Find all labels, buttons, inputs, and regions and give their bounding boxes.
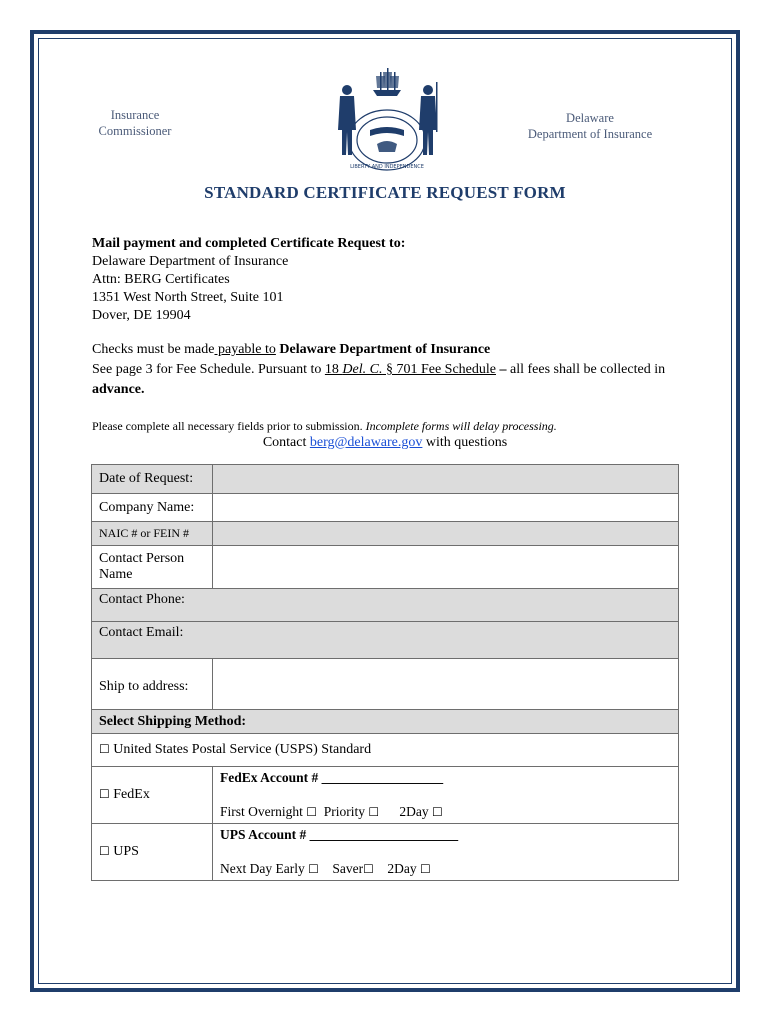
ups-next-day-early-checkbox[interactable]: ☐ xyxy=(308,862,319,876)
fedex-checkbox[interactable]: ☐ xyxy=(99,787,110,801)
payment-instructions xyxy=(92,340,692,400)
statute-citation xyxy=(325,362,496,377)
fedex-2day-label: 2Day xyxy=(399,804,429,819)
contact-person-field[interactable] xyxy=(213,546,679,589)
statute-number: 18 xyxy=(324,362,343,377)
company-label: Company Name: xyxy=(92,494,213,522)
advance-text: advance. xyxy=(92,382,145,397)
fedex-priority-label: Priority xyxy=(323,804,366,819)
fedex-account[interactable]: FedEx Account # __________________ xyxy=(220,770,444,785)
header-left-line2: Commissioner xyxy=(98,124,172,138)
fees-text: all fees shall be collected in xyxy=(506,362,666,377)
ups-2day-checkbox[interactable]: ☐ xyxy=(420,862,431,876)
fedex-2day-checkbox[interactable]: ☐ xyxy=(432,805,443,819)
date-label: Date of Request: xyxy=(92,465,213,494)
delaware-seal-icon xyxy=(325,60,450,175)
seal-motto: LIBERTY AND INDEPENDENCE xyxy=(350,164,424,170)
submission-note xyxy=(92,419,557,434)
ups-label: UPS xyxy=(113,844,139,859)
contact-prefix: Contact xyxy=(262,435,310,450)
contact-line xyxy=(0,435,770,451)
fedex-service-options xyxy=(220,804,671,820)
contact-person-label: Contact Person Name xyxy=(92,546,213,589)
dash: – xyxy=(495,362,507,377)
ups-saver-checkbox[interactable]: ☐ xyxy=(363,862,374,876)
mailing-heading: Mail payment and completed Certificate Request to: xyxy=(92,236,406,251)
request-form-table xyxy=(91,464,679,881)
mailing-line1: Delaware Department of Insurance xyxy=(92,254,289,269)
ship-address-field[interactable] xyxy=(213,659,679,710)
header-right-line2: Department of Insurance xyxy=(527,127,653,141)
ups-2day-label: 2Day xyxy=(387,861,417,876)
ups-service-options xyxy=(220,861,671,877)
usps-checkbox[interactable]: ☐ xyxy=(99,742,110,756)
usps-label: United States Postal Service (USPS) Standard xyxy=(113,742,372,757)
phone-label: Contact Phone: xyxy=(99,592,185,607)
header-right-line1: Delaware xyxy=(566,111,614,125)
header-right xyxy=(505,110,675,142)
header-left-line1: Insurance xyxy=(110,108,160,122)
ups-next-day-early-label: Next Day Early xyxy=(220,861,305,876)
checks-prefix: Checks must be made xyxy=(92,342,215,357)
date-field[interactable] xyxy=(213,465,679,494)
ups-option[interactable] xyxy=(92,824,213,881)
fedex-first-overnight-checkbox[interactable]: ☐ xyxy=(306,805,318,819)
ship-label: Ship to address: xyxy=(92,659,213,710)
statute-section: § 701 Fee Schedule xyxy=(382,362,496,377)
shipping-heading: Select Shipping Method: xyxy=(92,710,679,734)
naic-field[interactable] xyxy=(213,522,679,546)
mailing-address xyxy=(92,235,405,325)
ups-checkbox[interactable]: ☐ xyxy=(99,844,110,858)
contact-suffix: with questions xyxy=(422,435,508,450)
company-field[interactable] xyxy=(213,494,679,522)
fedex-option[interactable] xyxy=(92,767,213,824)
ups-account[interactable]: UPS Account # ______________________ xyxy=(220,827,459,842)
note-text: Please complete all necessary fields prior to submission. xyxy=(92,419,366,433)
usps-option[interactable] xyxy=(92,734,679,767)
fee-see-text: See page 3 for Fee Schedule. Pursuant to xyxy=(92,362,325,377)
note-italic: Incomplete forms will delay processing. xyxy=(365,419,557,433)
ups-saver-label: Saver xyxy=(332,861,364,876)
page-title: STANDARD CERTIFICATE REQUEST FORM xyxy=(204,183,566,202)
contact-email-link[interactable]: berg@delaware.gov xyxy=(309,435,423,450)
checks-payee: Delaware Department of Insurance xyxy=(275,342,491,357)
mailing-line2: Attn: BERG Certificates xyxy=(92,272,230,287)
mailing-line4: Dover, DE 19904 xyxy=(92,308,191,323)
contact-phone-field[interactable] xyxy=(92,589,679,622)
email-label: Contact Email: xyxy=(99,625,184,640)
header-left xyxy=(80,107,190,139)
naic-label: NAIC # or FEIN # xyxy=(92,522,213,546)
statute-code: Del. C. xyxy=(342,362,383,377)
mailing-line3: 1351 West North Street, Suite 101 xyxy=(92,290,284,305)
fedex-label: FedEx xyxy=(113,787,150,802)
contact-email-field[interactable] xyxy=(92,622,679,659)
fedex-priority-checkbox[interactable]: ☐ xyxy=(368,805,380,819)
checks-payable: payable to xyxy=(214,342,276,357)
fedex-first-overnight-label: First Overnight xyxy=(220,804,303,819)
